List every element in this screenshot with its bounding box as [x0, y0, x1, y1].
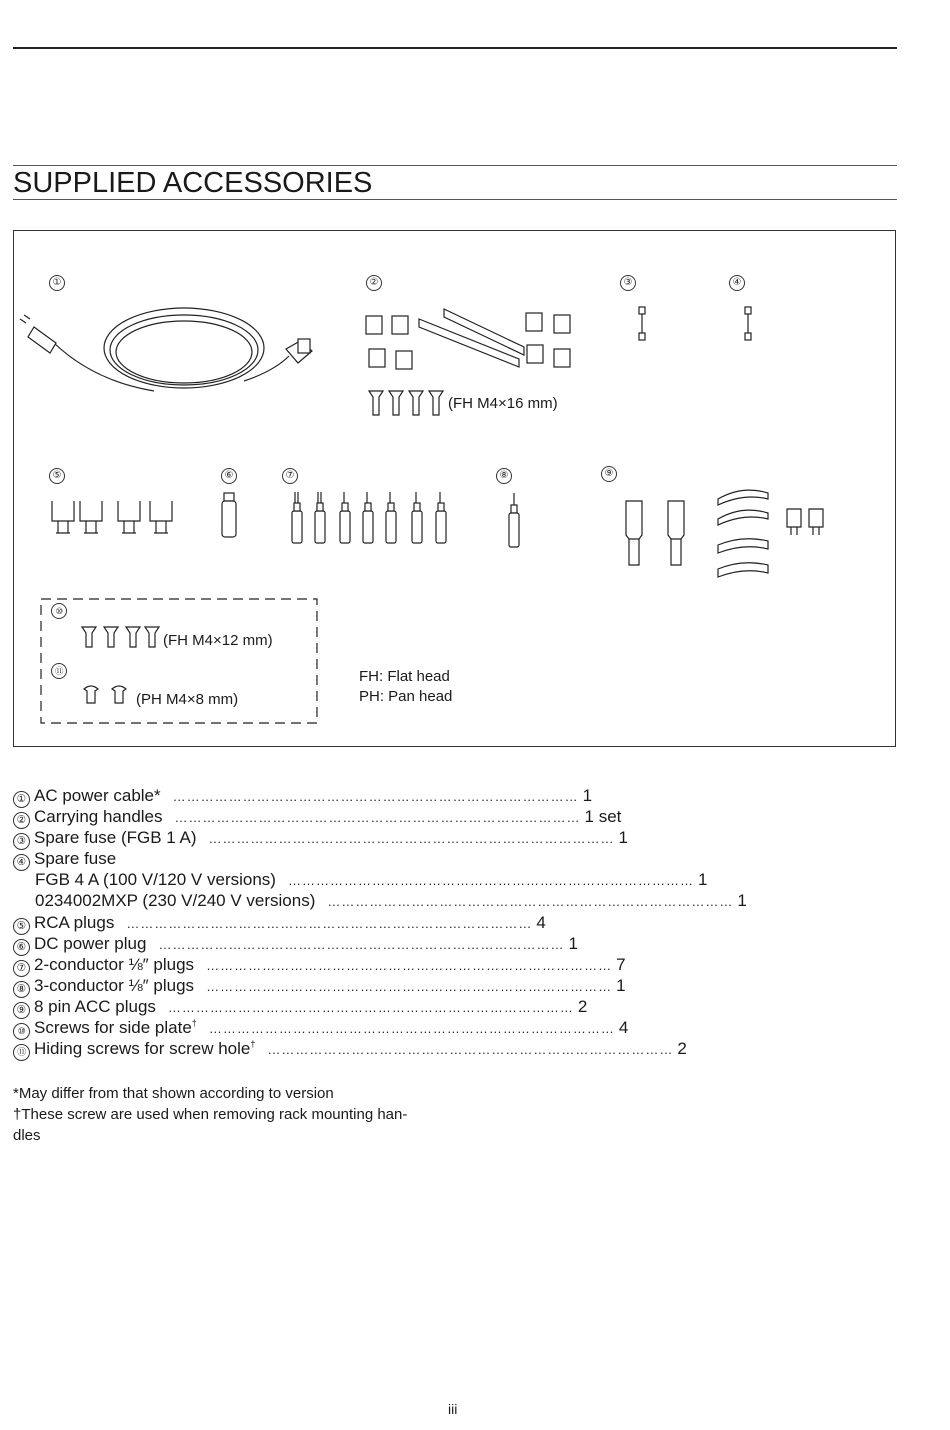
fh-m4x16-screws-icon [369, 391, 443, 415]
leader-dots: …………………………………………………………………………… [174, 810, 581, 826]
item-number-6: ⑥ [221, 468, 237, 484]
item-number: ⑦ [13, 960, 30, 977]
item-label: Spare fuse [34, 849, 117, 869]
item-number: ⑤ [13, 918, 30, 935]
item-label: Carrying handles [34, 807, 163, 827]
item-number-9: ⑨ [601, 466, 617, 482]
item-quantity: 1 set [584, 807, 622, 827]
item-quantity: 7 [616, 954, 626, 974]
leader-dots: …………………………………………………………………………… [327, 894, 734, 910]
item-quantity: 1 [582, 786, 593, 805]
item-quantity: 1 [616, 975, 626, 995]
item-quantity: 1 [697, 870, 708, 890]
item-number: ⑩ [13, 1023, 30, 1040]
item-quantity: 4 [536, 912, 546, 932]
item-number-5: ⑤ [49, 468, 65, 484]
page-number: iii [448, 1401, 458, 1417]
accessories-figure [13, 230, 896, 747]
item-number-3: ③ [620, 275, 636, 291]
fh-m4x12-screws-icon [82, 627, 159, 647]
item-label: 3-conductor ⅛″ plugs [34, 975, 195, 995]
item-number: ⑪ [13, 1044, 30, 1061]
accessory-list [13, 786, 747, 1060]
item-label: RCA plugs [34, 912, 115, 932]
item-number: ② [13, 812, 30, 829]
item-quantity: 1 [737, 891, 747, 911]
list-item [13, 975, 626, 997]
header-rule [13, 47, 897, 49]
ph-m4x8-screws-icon [84, 686, 126, 703]
item-quantity: 4 [618, 1018, 629, 1038]
item-label: Spare fuse (FGB 1 A) [34, 828, 197, 848]
three-conductor-plug-icon [509, 493, 519, 547]
item-number-2: ② [366, 275, 382, 291]
dagger-mark: † [191, 1018, 197, 1029]
item-number: ① [13, 791, 30, 808]
item-label: AC power cable* [34, 786, 161, 805]
rca-plugs-icon [52, 501, 172, 533]
list-subitem [13, 870, 708, 891]
item-quantity: 2 [677, 1039, 687, 1059]
leader-dots: …………………………………………………………………………… [206, 978, 613, 994]
dagger-mark: † [250, 1039, 256, 1050]
legend-flat-head: FH: Flat head [359, 668, 450, 685]
list-item [13, 954, 626, 976]
legend-pan-head: PH: Pan head [359, 688, 453, 705]
list-subitem [13, 891, 747, 912]
dc-power-plug-icon [222, 493, 236, 537]
list-item [13, 786, 593, 807]
list-item [13, 1039, 687, 1060]
item-label: Screws for side plate† [34, 1018, 197, 1038]
item-number: ⑥ [13, 939, 30, 956]
list-item [13, 849, 433, 870]
item-number-10: ⑩ [51, 603, 67, 619]
leader-dots: …………………………………………………………………………… [158, 936, 565, 952]
leader-dots: …………………………………………………………………………… [172, 789, 579, 804]
acc-plugs-icon [626, 490, 823, 577]
list-item [13, 996, 588, 1018]
item-number-1: ① [49, 275, 65, 291]
two-conductor-plugs-icon [292, 492, 446, 543]
item-number: ③ [13, 833, 30, 850]
spare-fuse-1a-icon [639, 307, 645, 340]
list-item [13, 933, 578, 955]
leader-dots: …………………………………………………………………………… [208, 831, 615, 847]
item-quantity: 1 [568, 933, 578, 953]
item-number: ⑧ [13, 981, 30, 998]
item-number: ⑨ [13, 1002, 30, 1019]
item-number-7: ⑦ [282, 468, 298, 484]
list-item [13, 828, 628, 849]
footnote-dagger: †These screw are used when removing rack mounting han- dles [13, 1106, 408, 1144]
list-item [13, 912, 546, 934]
item-quantity: 1 [618, 828, 628, 848]
spare-fuse-icon [745, 307, 751, 340]
page-title: SUPPLIED ACCESSORIES [13, 167, 373, 199]
item-label: 8 pin ACC plugs [34, 996, 156, 1016]
item-number-8: ⑧ [496, 468, 512, 484]
list-item [13, 1018, 629, 1039]
screw-note-fh16: (FH M4×16 mm) [448, 395, 558, 412]
item-label: DC power plug [34, 933, 147, 953]
leader-dots: …………………………………………………………………………… [206, 957, 613, 973]
item-number: ④ [13, 854, 30, 871]
item-label: Hiding screws for screw hole† [34, 1039, 256, 1059]
item-label: 0234002MXP (230 V/240 V versions) [35, 891, 316, 911]
footnote-asterisk: *May differ from that shown according to version [13, 1085, 334, 1102]
screw-note-fh12: (FH M4×12 mm) [163, 632, 273, 649]
title-rule-bottom [13, 199, 897, 200]
leader-dots: …………………………………………………………………………… [208, 1021, 615, 1037]
item-number-4: ④ [729, 275, 745, 291]
accessories-illustration [14, 231, 897, 748]
leader-dots: …………………………………………………………………………… [126, 915, 533, 931]
item-quantity: 2 [577, 996, 588, 1016]
ac-power-cable-icon [20, 308, 312, 391]
leader-dots: …………………………………………………………………………… [267, 1042, 674, 1058]
item-number-11: ⑪ [51, 663, 67, 679]
leader-dots: …………………………………………………………………………… [167, 999, 574, 1015]
footnotes [13, 1083, 435, 1146]
list-item [13, 807, 622, 828]
screw-note-ph8: (PH M4×8 mm) [136, 691, 239, 708]
item-label: FGB 4 A (100 V/120 V versions) [35, 870, 276, 890]
item-label: 2-conductor ⅛″ plugs [34, 954, 195, 974]
leader-dots: …………………………………………………………………………… [287, 873, 694, 889]
